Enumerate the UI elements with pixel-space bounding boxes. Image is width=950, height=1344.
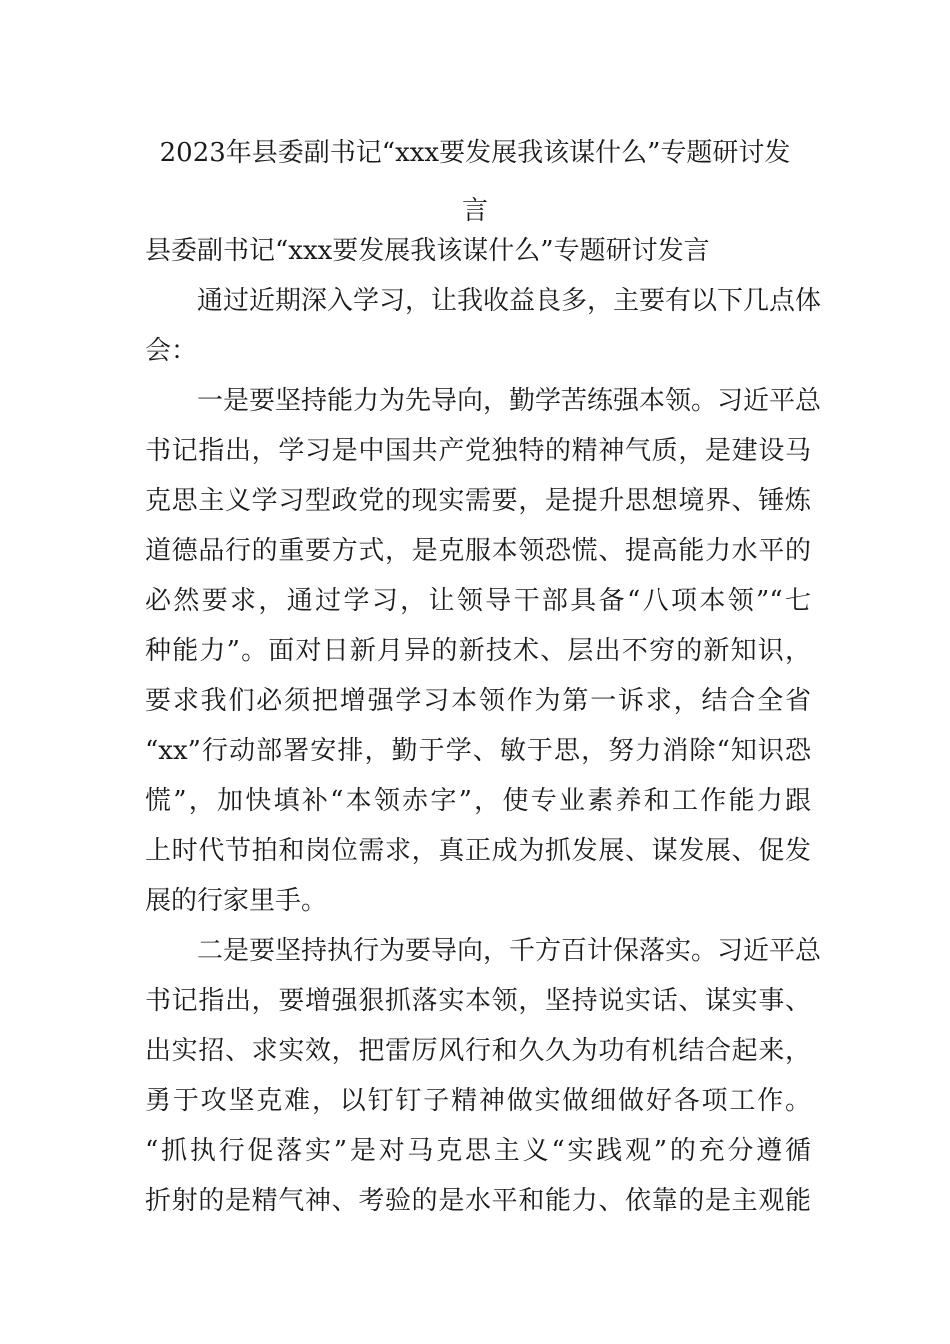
paragraph-line: 克思主义学习型政党的现实需要，是提升思想境界、锤炼 xyxy=(145,486,811,516)
paragraph-line: 通过近期深入学习，让我收益良多，主要有以下几点体 xyxy=(145,286,822,316)
paragraph-line: 勇于攻坚克难，以钉钉子精神做实做细做好各项工作。 xyxy=(145,1086,811,1116)
paragraph-line: 道德品行的重要方式，是克服本领恐慌、提高能力水平的 xyxy=(145,536,811,566)
paragraph-point-one xyxy=(145,376,822,926)
paragraph-line: 要求我们必须把增强学习本领作为第一诉求，结合全省 xyxy=(145,686,811,716)
paragraph-intro xyxy=(145,276,822,376)
document-subtitle xyxy=(145,226,811,276)
paragraph-line: 慌”，加快填补“本领赤字”，使专业素养和工作能力跟 xyxy=(145,786,811,816)
paragraph-line: 折射的是精气神、考验的是水平和能力、依靠的是主观能 xyxy=(145,1186,811,1216)
paragraph-point-two xyxy=(145,926,822,1226)
paragraph-line: 上时代节拍和岗位需求，真正成为抓发展、谋发展、促发 xyxy=(145,836,811,866)
paragraph-line: 书记指出，要增强狠抓落实本领，坚持说实话、谋实事、 xyxy=(145,986,811,1016)
paragraph-line: 出实招、求实效，把雷厉风行和久久为功有机结合起来， xyxy=(145,1036,811,1066)
paragraph-line: “抓执行促落实”是对马克思主义“实践观”的充分遵循 xyxy=(145,1136,811,1166)
paragraph-line: 展的行家里手。 xyxy=(145,886,328,916)
title-line-2: 言 xyxy=(461,196,488,226)
paragraph-line: 会： xyxy=(145,336,198,366)
paragraph-line: 书记指出，学习是中国共产党独特的精神气质，是建设马 xyxy=(145,436,811,466)
paragraph-line: 二是要坚持执行为要导向，千方百计保落实。习近平总 xyxy=(145,936,822,966)
title-line-1: 2023年县委副书记“xxx要发展我该谋什么”专题研讨发 xyxy=(159,138,791,168)
paragraph-line: 种能力”。面对日新月异的新技术、层出不穷的新知识， xyxy=(145,636,811,666)
subtitle-line: 县委副书记“xxx要发展我该谋什么”专题研讨发言 xyxy=(145,236,710,266)
paragraph-line: “xx”行动部署安排，勤于学、敏于思，努力消除“知识恐 xyxy=(145,736,811,766)
paragraph-line: 一是要坚持能力为先导向，勤学苦练强本领。习近平总 xyxy=(145,386,822,416)
paragraph-line: 必然要求，通过学习，让领导干部具备“八项本领”“七 xyxy=(145,586,811,616)
document-title xyxy=(140,124,810,240)
